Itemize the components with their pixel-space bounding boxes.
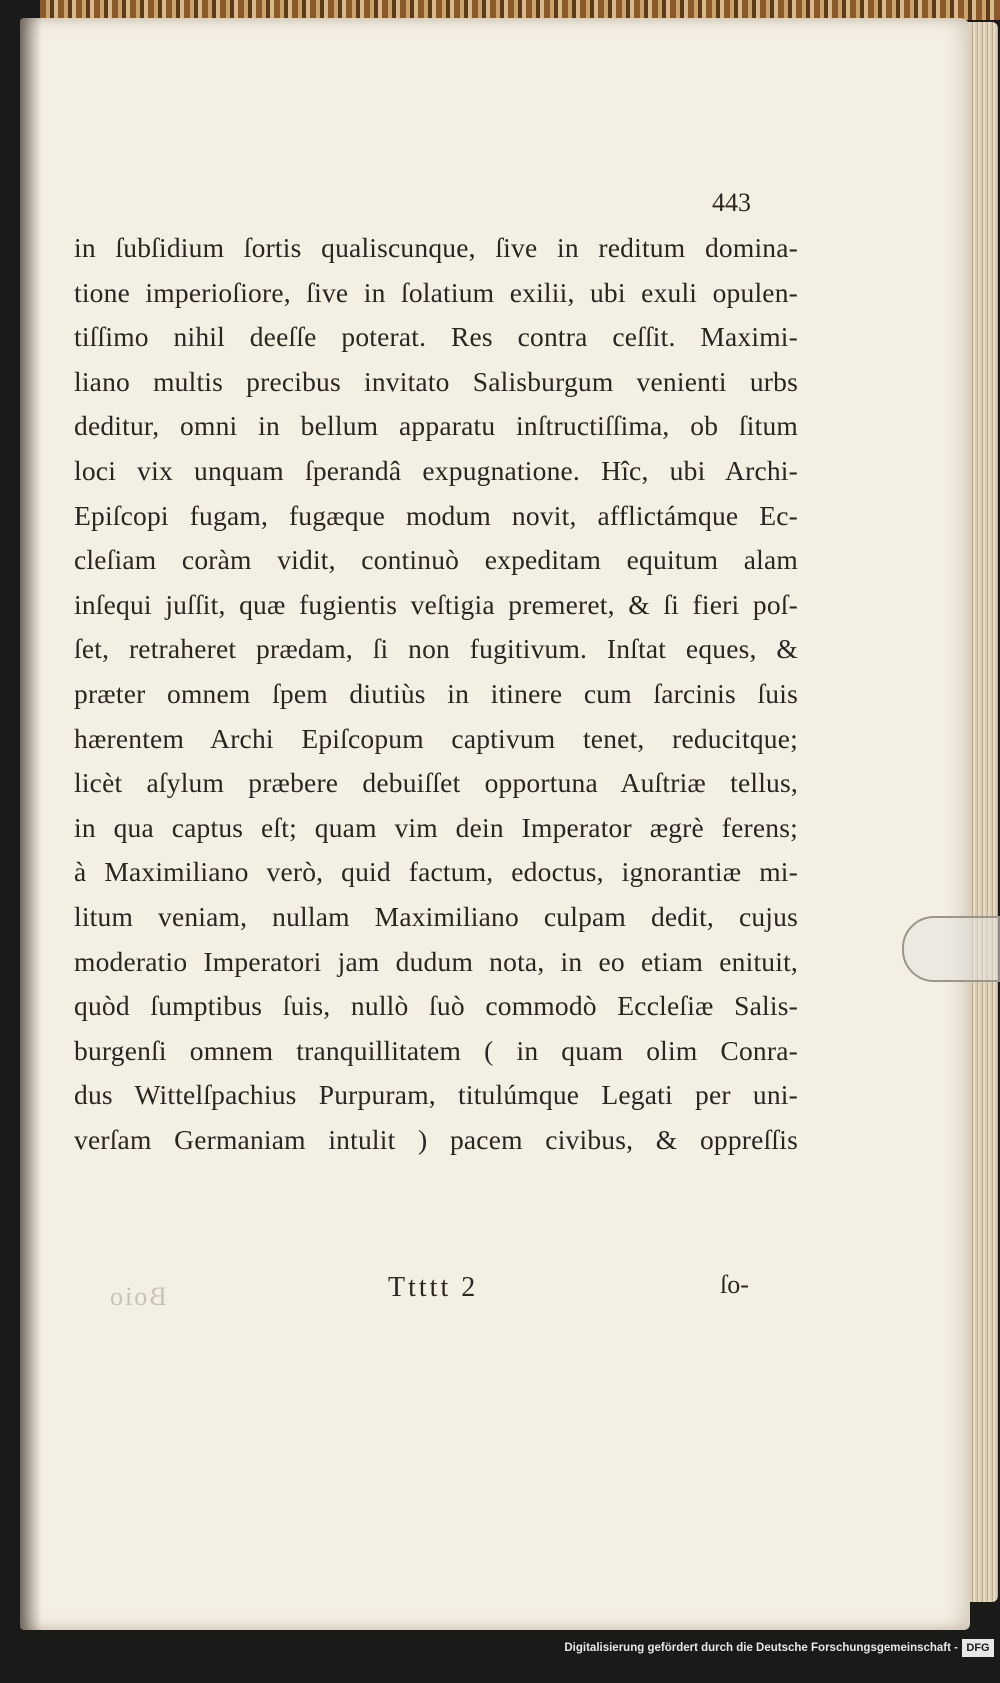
book-top-edge bbox=[40, 0, 1000, 20]
text-line: litum veniam, nullam Maximiliano culpam dedit, cujus bbox=[74, 900, 798, 932]
text-line: præter omnem ſpem diutiùs in itinere cum ſarcinis ſuis bbox=[74, 677, 798, 709]
footer-bar bbox=[0, 1630, 1000, 1683]
text-line: moderatio Imperatori jam dudum nota, in eo etiam enituit, bbox=[74, 945, 798, 977]
text-line: verſam Germaniam intulit ) pacem civibus, & oppreſſis bbox=[74, 1123, 798, 1155]
text-line: licèt aſylum præbere debuiſſet opportuna Auſtriæ tellus, bbox=[74, 767, 798, 799]
page-clip bbox=[902, 916, 1000, 982]
text-line: liano multis precibus invitato Salisburgum venienti urbs bbox=[74, 365, 798, 397]
body-text bbox=[74, 226, 798, 1162]
text-line: in qua captus eſt; quam vim dein Imperator ægrè ferens; bbox=[74, 811, 798, 843]
signature-mark: Ttttt 2 bbox=[388, 1272, 479, 1303]
text-line: à Maximiliano verò, quid factum, edoctus, ignorantiæ mi- bbox=[74, 856, 798, 888]
text-line: deditur, omni in bellum apparatu inſtructiſſima, ob ſitum bbox=[74, 410, 798, 442]
text-line: tiſſimo nihil deeſſe poterat. Res contra ceſſit. Maximi- bbox=[74, 321, 798, 353]
spine-shadow bbox=[20, 18, 42, 1630]
text-line: cleſiam coràm vidit, continuò expeditam equitum alam bbox=[74, 544, 798, 576]
text-line: hærentem Archi Epiſcopum captivum tenet, reducitque; bbox=[74, 722, 798, 754]
text-line: dus Wittelſpachius Purpuram, titulúmque Legati per uni- bbox=[74, 1079, 798, 1111]
footer-credit: Digitalisierung gefördert durch die Deutsche Forschungsgemeinschaft - bbox=[564, 1642, 958, 1654]
text-line: inſequi juſſit, quæ fugientis veſtigia premeret, & ſi fieri poſ- bbox=[74, 588, 798, 620]
text-line: in ſubſidium ſortis qualiscunque, ſive in reditum domina- bbox=[74, 232, 798, 263]
page-number: 443 bbox=[712, 188, 751, 217]
text-line: Epiſcopi fugam, fugæque modum novit, afflictámque Ec- bbox=[74, 499, 798, 531]
catchword: ſo- bbox=[720, 1270, 749, 1299]
text-line: quòd ſumptibus ſuis, nullò ſuò commodò Eccleſiæ Salis- bbox=[74, 990, 798, 1022]
text-line: tione imperioſiore, ſive in ſolatium exilii, ubi exuli opulen- bbox=[74, 276, 798, 308]
text-line: loci vix unquam ſperandâ expugnatione. Hîc, ubi Archi- bbox=[74, 454, 798, 486]
dfg-logo: DFG bbox=[962, 1639, 994, 1657]
bleed-through-text: Boio bbox=[108, 1282, 167, 1311]
text-line: burgenſi omnem tranquillitatem ( in quam olim Conra- bbox=[74, 1034, 798, 1066]
text-line: ſet, retraheret prædam, ſi non fugitivum. Inſtat eques, & bbox=[74, 633, 798, 665]
